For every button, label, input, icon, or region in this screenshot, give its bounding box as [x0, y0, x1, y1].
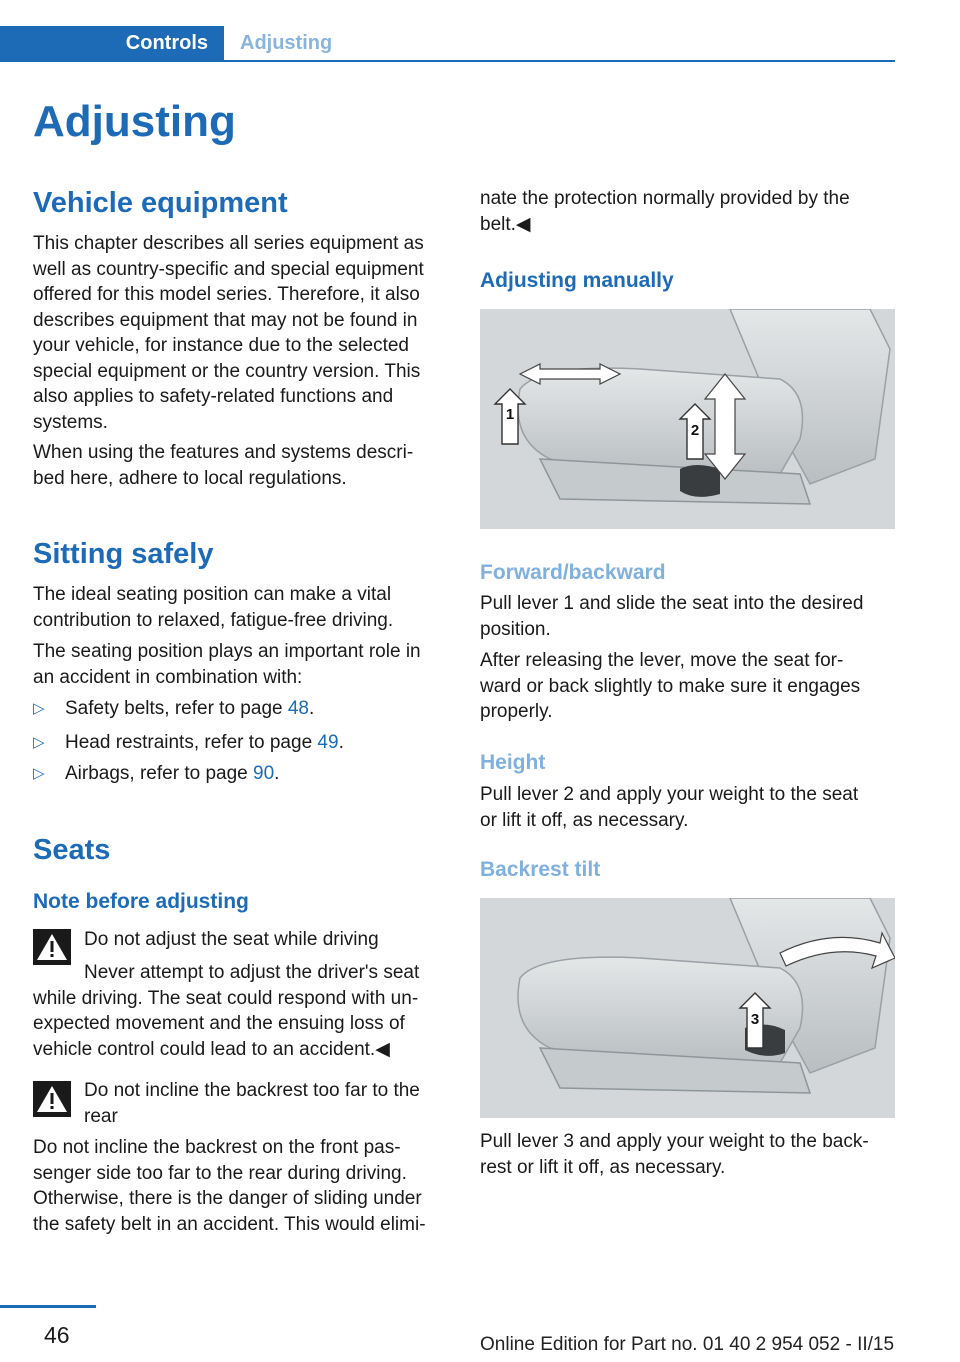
heading-seats: Seats — [33, 834, 111, 866]
forward-backward-paragraph-2: After releasing the lever, move the seat for‐ ward or back slightly to make sure it engages properly. — [480, 650, 861, 722]
footer-rule — [0, 1305, 96, 1308]
backrest-tilt-paragraph: Pull lever 3 and apply your weight to the back‐ rest or lift it off, as necessary. — [480, 1131, 869, 1178]
figure-label-1: 1 — [505, 406, 515, 423]
heading-height: Height — [480, 751, 546, 774]
heading-backrest-tilt: Backrest tilt — [480, 858, 601, 881]
warning-2-body: Do not incline the backrest on the front pas‐ senger side too far to the rear during driving. Otherwise, there is the danger of sliding under the safety belt in an accident. This would elimi‐ — [33, 1137, 426, 1235]
figure-label-3: 3 — [750, 1011, 760, 1028]
heading-sitting-safely: Sitting safely — [33, 538, 214, 570]
bullet-triangle-icon: ▷ — [33, 765, 45, 782]
tab-adjusting[interactable]: Adjusting — [240, 32, 333, 54]
seat-adjust-figure — [480, 309, 895, 529]
warning-2-title: Do not incline the backrest too far to the rear — [84, 1080, 420, 1127]
page-link-48[interactable]: 48 — [287, 698, 309, 719]
continued-paragraph: nate the protection normally provided by the belt.◀ — [480, 188, 850, 235]
heading-forward-backward: Forward/backward — [480, 561, 666, 584]
page-title: Adjusting — [33, 97, 236, 146]
vehicle-equipment-paragraph-2: When using the features and systems descri‐ bed here, adhere to local regulations. — [33, 442, 414, 489]
seat-illustration — [480, 898, 895, 1118]
page-link-90[interactable]: 90 — [253, 763, 275, 784]
sitting-safely-paragraph-2: The seating position plays an important role in an accident in combination with: — [33, 641, 421, 688]
sitting-safely-paragraph-1: The ideal seating position can make a vital contribution to relaxed, fatigue-free driving. — [33, 584, 394, 631]
page-number: 46 — [44, 1322, 70, 1348]
height-paragraph: Pull lever 2 and apply your weight to the seat or lift it off, as necessary. — [480, 784, 859, 831]
warning-1-body: Never attempt to adjust the driver's seat while driving. The seat could respond with un‐ expected movement and the ensuing loss of vehicle control could lead to an accident.◀ — [33, 962, 420, 1060]
edition-note: Online Edition for Part no. 01 40 2 954 052 - II/15 — [480, 1334, 895, 1355]
heading-vehicle-equipment: Vehicle equipment — [33, 187, 288, 219]
figure-label-2: 2 — [690, 422, 700, 439]
page-link-49[interactable]: 49 — [317, 732, 339, 753]
seat-illustration — [480, 309, 895, 529]
bullet-triangle-icon: ▷ — [33, 734, 45, 751]
tab-controls[interactable]: Controls — [0, 26, 224, 60]
forward-backward-paragraph-1: Pull lever 1 and slide the seat into the desired position. — [480, 593, 864, 640]
heading-adjusting-manually: Adjusting manually — [480, 269, 674, 292]
vehicle-equipment-paragraph-1: This chapter describes all series equipment as well as country-specific and special equipment offered for this model series. Therefore, it also describes equipment that may not be found in your vehicle, for instance due to the selected special equipment or the country version. This also applies to safety-related functions and systems. — [33, 233, 424, 433]
warning-icon — [33, 1081, 71, 1117]
backrest-tilt-figure — [480, 898, 895, 1118]
header-rule — [0, 60, 895, 62]
warning-1-title: Do not adjust the seat while driving — [84, 929, 379, 950]
bullet-triangle-icon: ▷ — [33, 700, 45, 717]
heading-note-before-adjusting: Note before adjusting — [33, 890, 249, 913]
